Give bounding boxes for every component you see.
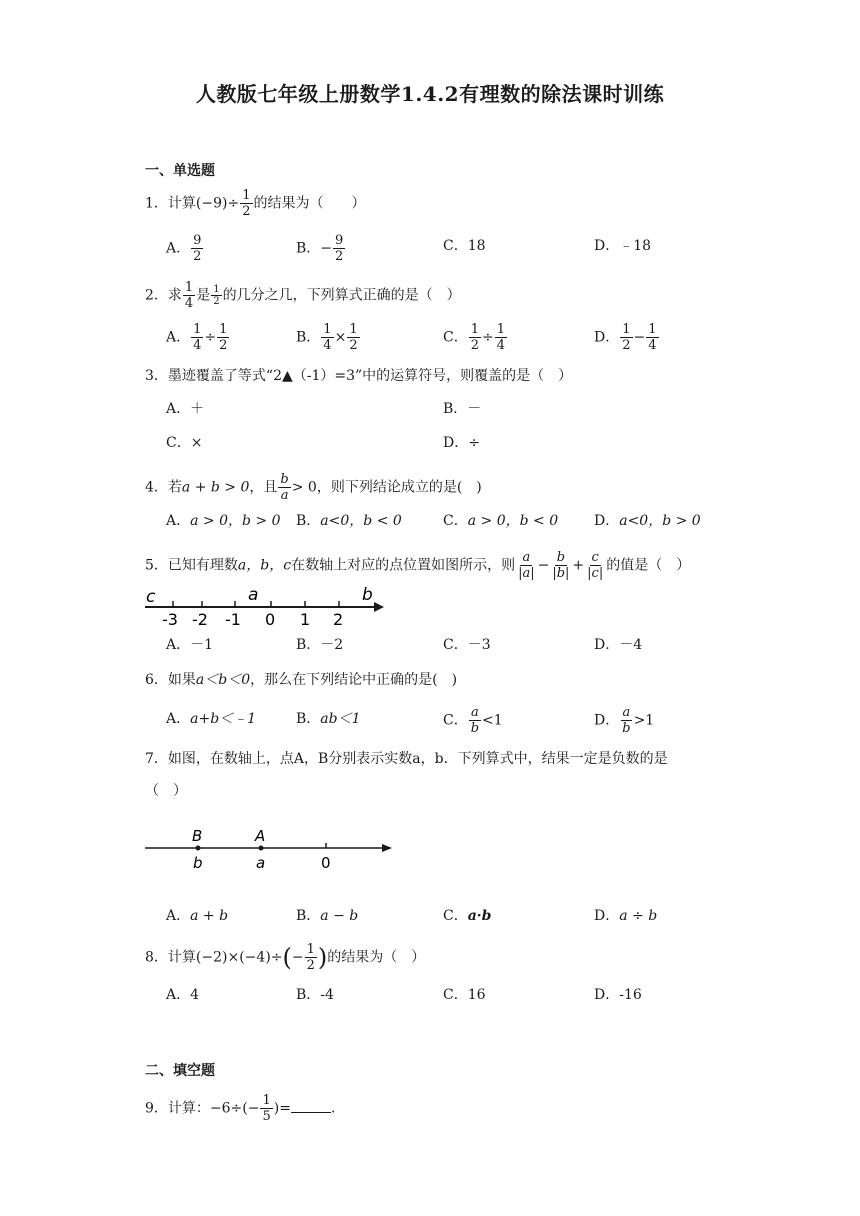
q7-option-b[interactable]: B．a − b [296, 908, 359, 924]
q6-option-a[interactable]: A．a+b＜﹣1 [166, 711, 257, 727]
q3-option-b[interactable]: B．－ [443, 401, 482, 417]
question-9: 9．计算：−6÷(− $\frac{1}{5}$ )= . [145, 1093, 336, 1124]
question-1: 1．计算(−9)÷ $\frac{1}{2}$ 的结果为（ ） [145, 188, 366, 219]
q4-option-a[interactable]: A．a > 0，b > 0 [166, 513, 281, 529]
q7-option-c[interactable]: C．a·b [443, 908, 492, 924]
section-heading-single-choice: 一、单选题 [145, 163, 215, 179]
q3-option-a[interactable]: A．＋ [166, 401, 205, 417]
tick-label: 0 [265, 610, 276, 628]
q2-option-c[interactable]: C． $\frac{1}{2}$ ÷ $\frac{1}{4}$ [443, 322, 506, 353]
q1-option-a[interactable]: A． $\frac{9}{2}$ [166, 233, 202, 264]
tick-label: 2 [333, 610, 344, 628]
point-label-B: B [192, 827, 203, 845]
arrow-head-icon [374, 602, 384, 612]
point-label-A: A [255, 827, 266, 845]
question-7-line-1: 7．如图，在数轴上，点A，B分别表示实数a，b．下列算式中，结果一定是负数的是 [145, 751, 668, 767]
value-label-a: a [256, 854, 266, 872]
q7-option-a[interactable]: A．a + b [166, 908, 229, 924]
q4-option-d[interactable]: D．a<0，b > 0 [594, 513, 701, 529]
q1-option-b[interactable]: B．− $\frac{9}{2}$ [296, 233, 344, 264]
question-3: 3．墨迹覆盖了等式“2▲（-1）=3”中的运算符号，则覆盖的是（ ） [145, 368, 573, 384]
tick-label: -3 [162, 610, 178, 628]
question-7-line-2: （ ） [145, 783, 187, 799]
arrow-head-icon [382, 844, 392, 852]
page-title: 人教版七年级上册数学1.4.2有理数的除法课时训练 [195, 82, 665, 106]
q4-option-c[interactable]: C．a > 0，b < 0 [443, 513, 559, 529]
q3-option-c[interactable]: C．× [166, 435, 203, 451]
q1-option-c[interactable]: C．18 [443, 238, 486, 254]
q8-option-a[interactable]: A．4 [166, 987, 200, 1003]
number-line-figure-q7 [140, 823, 400, 873]
question-4: 4．若a + b > 0，且 $\frac{b}{a}$ > 0，则下列结论成立的是( ) [145, 472, 482, 503]
q5-option-d[interactable]: D．－4 [594, 637, 643, 653]
q1-option-d[interactable]: D．﹣18 [594, 238, 652, 254]
question-2: 2．求 $\frac{1}{4}$ 是 $\frac{1}{2}$ 的几分之几，下列算式正确的是（ ） [145, 280, 461, 311]
answer-blank[interactable] [291, 1098, 331, 1113]
point-b-dot [196, 846, 201, 851]
q6-option-d[interactable]: D． $\frac{a}{b}$ >1 [594, 705, 655, 736]
q6-option-c[interactable]: C． $\frac{a}{b}$ <1 [443, 705, 503, 736]
section-heading-fill-in: 二、填空题 [145, 1063, 215, 1079]
point-label-b: b [362, 585, 373, 605]
number-line-figure-q5 [140, 583, 390, 628]
q5-option-a[interactable]: A．－1 [166, 637, 214, 653]
point-a-dot [259, 846, 264, 851]
q5-option-c[interactable]: C．－3 [443, 637, 491, 653]
q8-option-c[interactable]: C．16 [443, 987, 486, 1003]
q4-option-b[interactable]: B．a<0，b < 0 [296, 513, 402, 529]
tick-label: -2 [192, 610, 208, 628]
q2-option-b[interactable]: B． $\frac{1}{4}$ × $\frac{1}{2}$ [296, 322, 358, 353]
question-6: 6．如果a＜b＜0，那么在下列结论中正确的是( ) [145, 672, 458, 688]
value-label-b: b [193, 854, 203, 872]
q7-option-d[interactable]: D．a ÷ b [594, 908, 658, 924]
q8-option-b[interactable]: B．-4 [296, 987, 334, 1003]
q5-option-b[interactable]: B．－2 [296, 637, 344, 653]
q2-option-a[interactable]: A． $\frac{1}{4}$ ÷ $\frac{1}{2}$ [166, 322, 228, 353]
q2-option-d[interactable]: D． $\frac{1}{2}$ − $\frac{1}{4}$ [594, 322, 657, 353]
question-5: 5．已知有理数a，b，c在数轴上对应的点位置如图所示，则 $\frac{a}{|a|}$ − $\frac{b}{|b|}$ + $\frac{c}{|c|}$ 的值是（ ） [145, 550, 691, 581]
q3-option-d[interactable]: D．÷ [443, 435, 480, 451]
question-8: 8．计算(−2)×(−4)÷(− $\frac{1}{2}$ )的结果为（ ） [145, 942, 426, 973]
point-label-a: a [248, 585, 259, 605]
value-label-zero: 0 [321, 854, 331, 872]
q8-option-d[interactable]: D．-16 [594, 987, 642, 1003]
point-label-c: c [146, 587, 156, 607]
tick-label: -1 [225, 610, 241, 628]
q6-option-b[interactable]: B．ab＜1 [296, 711, 361, 727]
tick-label: 1 [300, 610, 311, 628]
